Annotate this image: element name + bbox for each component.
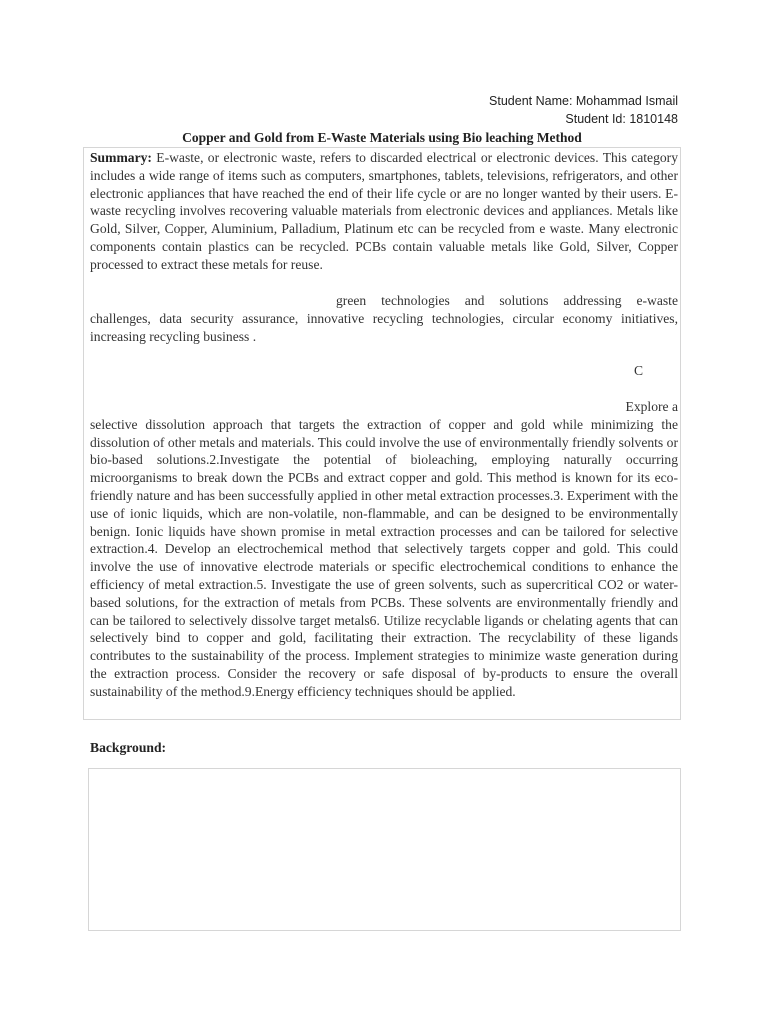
summary-paragraph: [90, 149, 678, 274]
document-title: Copper and Gold from E-Waste Materials using Bio leaching Method: [182, 130, 582, 145]
green-tech-text: green technologies and solutions addressing e-waste challenges, data security assurance, innovative recycling technologies, circular economy initiatives, increasing recycling business .: [90, 293, 678, 344]
explore-paragraph: [90, 398, 678, 701]
summary-text: E-waste, or electronic waste, refers to discarded electrical or electronic devices. This category includes a wide range of items such as computers, smartphones, tablets, televisions, refrigerators, and other electronic appliances that have reached the end of their life cycle or are no longer wanted by their users. E-waste recycling involves recovering valuable materials from electronic devices and appliances. Metals like Gold, Silver, Copper, Aluminium, Palladium, Platinum etc can be recycled from e waste. Many electronic components contain plastics can be recycled. PCBs contain valuable metals like Gold, Silver, Copper processed to extract these metals for reuse.: [90, 150, 678, 272]
stray-letter: C: [634, 363, 644, 378]
student-id: Student Id: 1810148: [565, 112, 678, 126]
summary-label: Summary:: [90, 150, 152, 165]
background-heading: Background:: [90, 740, 167, 755]
explore-lead: Explore a: [625, 399, 678, 414]
green-tech-paragraph: [90, 292, 678, 345]
background-box: [88, 768, 681, 931]
explore-text: selective dissolution approach that targets the extraction of copper and gold while minimizing the dissolution of other metals and materials. This could involve the use of environmentally friendly solvents or bio-based solutions.2.Investigate the potential of bioleaching, employing naturally occurring microorganisms to break down the PCBs and extract copper and gold. This method is known for its eco-friendly nature and has been successfully applied in other metal extraction processes.3. Experiment with the use of ionic liquids, which are non-volatile, non-flammable, and can be designed to be environmentally benign. Ionic liquids have shown promise in metal extraction processes and can be tailored for selective extraction.4. Develop an electrochemical method that selectively targets copper and gold. This could involve the use of innovative electrode materials or specific electrochemical conditions to enhance the efficiency of metal extraction.5. Investigate the use of green solvents, such as supercritical CO2 or water-based solutions, for the extraction of metals from PCBs. These solvents are environmentally friendly and can be tailored to selectively dissolve target metals6. Utilize recyclable ligands or chelating agents that can selectively bind to copper and gold, facilitating their extraction. The recyclability of these ligands contributes to the sustainability of the process. Implement strategies to minimize waste generation during the extraction process. Consider the recovery or safe disposal of by-products to ensure the overall sustainability of the method.9.Energy efficiency techniques should be applied.: [90, 416, 678, 699]
student-name: Student Name: Mohammad Ismail: [489, 94, 678, 108]
